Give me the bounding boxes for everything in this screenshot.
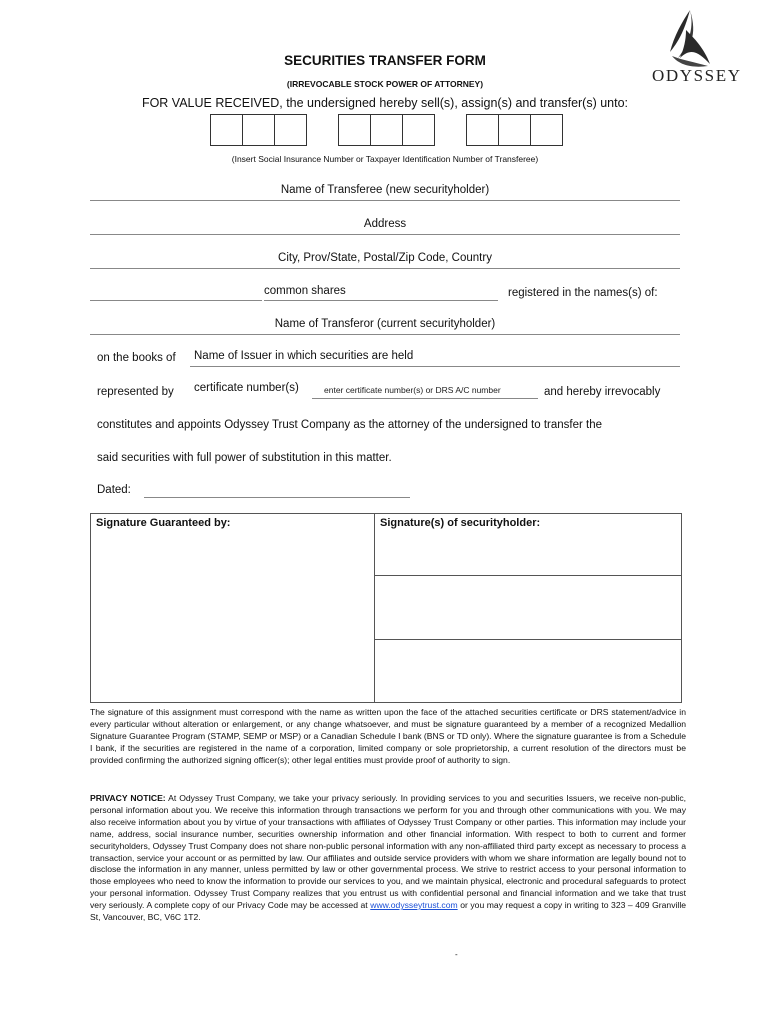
certificate-number-line[interactable]	[312, 398, 538, 399]
address-line[interactable]	[90, 234, 680, 235]
certificate-numbers-label: certificate number(s)	[194, 382, 299, 394]
irrevocably-label: and hereby irrevocably	[544, 386, 661, 398]
sin-digit-box[interactable]	[339, 115, 371, 145]
sin-group-2[interactable]	[338, 114, 435, 146]
sin-instruction: (Insert Social Insurance Number or Taxpayer Identification Number of Transferee)	[231, 154, 539, 164]
certificate-number-field[interactable]: enter certificate number(s) or DRS A/C number	[324, 385, 501, 395]
form-subtitle: (IRREVOCABLE STOCK POWER OF ATTORNEY)	[286, 79, 484, 89]
for-value-statement: FOR VALUE RECEIVED, the undersigned hereby sell(s), assign(s) and transfer(s) unto:	[141, 96, 629, 110]
signature-guaranteed-by-label: Signature Guaranteed by:	[96, 517, 231, 529]
said-securities-text: said securities with full power of substitution in this matter.	[97, 452, 392, 464]
logo-wordmark: ODYSSEY	[652, 66, 742, 85]
privacy-notice-body: At Odyssey Trust Company, we take your privacy seriously. In providing services to you and securities Issuers, we receive non-public, personal information about you. We receive this information through transactions we perform for you and through other communications with you. We may also receive information about you by virtue of your transactions with affiliates of Odyssey Trust Company or other parties. This information may include your name, address, social insurance number, securities ownership information and other financial information. With respect to both to current and former securityholders, Odyssey Trust Company does not share non-public personal information with any non-affiliated third party except as necessary to process a transaction, service your account or as permitted by law. Our affiliates and outside service providers with whom we share information are legally bound not to disclose the information in any manner, unless permitted by law or other governmental process. We strive to restrict access to your personal information to those employees who need to know the information to provide our services to you, and we maintain physical, electronic and procedural safeguards to protect your personal information. Odyssey Trust Company realizes that you entrust us with confidential personal and financial information and we take that trust very seriously. A complete copy of our Privacy Code may be accessed at	[90, 793, 687, 911]
issuer-label: Name of Issuer in which securities are held	[194, 350, 414, 362]
common-shares-label: common shares	[264, 285, 346, 297]
city-line[interactable]	[90, 268, 680, 269]
sin-digit-box[interactable]	[531, 115, 562, 145]
privacy-notice-tail: or you may request a copy in writing to 323 – 409 Granville St, Vancouver, BC, V6C 1T2.	[90, 900, 687, 923]
represented-by-label: represented by	[97, 386, 174, 398]
signature-table	[90, 513, 682, 703]
on-books-label: on the books of	[97, 352, 176, 364]
transferor-label: Name of Transferor (current securityholder)	[274, 318, 496, 330]
date-line[interactable]	[144, 497, 410, 498]
sin-digit-box[interactable]	[403, 115, 434, 145]
sin-digit-box[interactable]	[499, 115, 531, 145]
city-label: City, Prov/State, Postal/Zip Code, Country	[278, 252, 492, 264]
transferee-name-line[interactable]	[90, 200, 680, 201]
sin-digit-box[interactable]	[275, 115, 306, 145]
sin-digit-box[interactable]	[467, 115, 499, 145]
share-quantity-line[interactable]	[90, 300, 262, 301]
sin-group-3[interactable]	[466, 114, 563, 146]
issuer-line[interactable]	[190, 366, 680, 367]
sin-digit-box[interactable]	[243, 115, 275, 145]
form-title: SECURITIES TRANSFER FORM	[284, 53, 486, 68]
footer-mark: -	[455, 950, 458, 959]
securityholder-signature-label: Signature(s) of securityholder:	[380, 517, 541, 529]
transferor-line[interactable]	[90, 334, 680, 335]
guarantor-signature-area[interactable]	[92, 532, 372, 700]
privacy-notice	[90, 793, 686, 924]
guarantee-paragraph: The signature of this assignment must correspond with the name as written upon the face of the attached securities certificate or DRS statement/advice in every particular without alteration or enlargement, or any change whatsoever, and must be signature guaranteed by a member of a recognized Medallion Signature Guarantee Program (STAMP, SEMP or MSP) or a Canadian Schedule I bank (BNS or TD only). Where the signature guarantee is from a Schedule I bank, if the securities are registered in the name of a corporation, limited company or sole proprietorship, a current resolution of the directors must be provided confirming the authorized signing officer(s); other legal entities must provide proof of authority to sign.	[90, 707, 686, 765]
odyssey-website-link[interactable]: www.odysseytrust.com	[370, 900, 458, 911]
address-label: Address	[363, 218, 407, 230]
dated-label: Dated:	[97, 484, 131, 496]
common-shares-line[interactable]	[264, 300, 498, 301]
constitutes-text: constitutes and appoints Odyssey Trust Company as the attorney of the undersigned to transfer the	[97, 419, 603, 431]
sin-digit-box[interactable]	[371, 115, 403, 145]
registered-in-label: registered in the names(s) of:	[508, 287, 658, 299]
securityholder-signature-area-2[interactable]	[376, 577, 680, 638]
sin-group-1[interactable]	[210, 114, 307, 146]
transferee-name-label: Name of Transferee (new securityholder)	[280, 184, 490, 196]
privacy-notice-label: PRIVACY NOTICE:	[90, 793, 166, 803]
securityholder-signature-area-1[interactable]	[376, 532, 680, 574]
sin-digit-box[interactable]	[211, 115, 243, 145]
securityholder-signature-area-3[interactable]	[376, 641, 680, 701]
